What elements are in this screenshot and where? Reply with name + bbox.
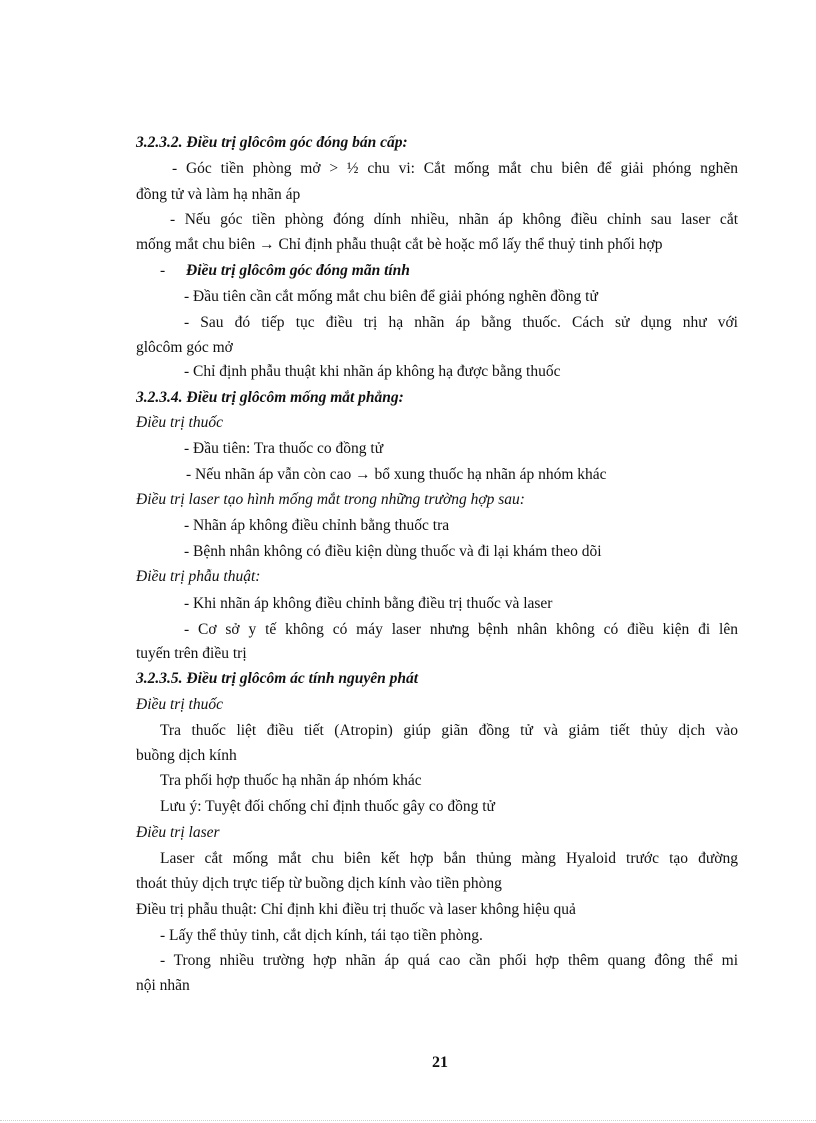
paragraph-line: - Đầu tiên cần cắt mống mắt chu biên để giải phóng nghẽn đồng tử (184, 288, 598, 305)
paragraph-line: - Nếu góc tiền phòng đóng dính nhiều, nhãn áp không điều chỉnh sau laser cắt (170, 211, 738, 228)
subheading-laser-treatment: Điều trị laser (136, 824, 220, 841)
paragraph-line: - Nhãn áp không điều chỉnh bằng thuốc tra (184, 517, 450, 534)
list-dash: - (160, 262, 166, 279)
paragraph-line: thoát thủy dịch trực tiếp từ buồng dịch kính vào tiền phòng (136, 875, 502, 892)
paragraph-line: glôcôm góc mở (136, 339, 233, 356)
section-heading-3-2-3-4: 3.2.3.4. Điều trị glôcôm mống mắt phẳng: (136, 389, 404, 406)
paragraph-line: Laser cắt mống mắt chu biên kết hợp bắn thủng màng Hyaloid trước tạo đường (160, 850, 738, 867)
subheading-drug-treatment: Điều trị thuốc (136, 414, 223, 431)
paragraph-line: Tra thuốc liệt điều tiết (Atropin) giúp giãn đồng tử và giảm tiết thủy dịch vào (160, 722, 738, 739)
paragraph-line: buồng dịch kính (136, 747, 237, 764)
paragraph-line: nội nhãn (136, 977, 190, 994)
paragraph-line: - Cơ sở y tế không có máy laser nhưng bệnh nhân không có điều kiện đi lên (184, 621, 738, 638)
paragraph-line: - Khi nhãn áp không điều chỉnh bằng điều trị thuốc và laser (184, 595, 553, 612)
paragraph-line: mống mắt chu biên → Chỉ định phẫu thuật cắt bè hoặc mổ lấy thể thuỷ tinh phối hợp (136, 236, 663, 253)
paragraph-line: - Nếu nhãn áp vẫn còn cao → bổ xung thuốc hạ nhãn áp nhóm khác (186, 466, 607, 483)
paragraph-line: Lưu ý: Tuyệt đối chống chỉ định thuốc gây co đồng tử (160, 798, 495, 815)
subheading-surgery: Điều trị phẫu thuật: (136, 568, 261, 585)
subheading-chronic-angle-closure: Điều trị glôcôm góc đóng mãn tính (186, 262, 410, 279)
subheading-drug-treatment: Điều trị thuốc (136, 696, 223, 713)
page-number: 21 (432, 1054, 448, 1071)
section-heading-3-2-3-5: 3.2.3.5. Điều trị glôcôm ác tính nguyên phát (136, 670, 419, 687)
paragraph-line: - Bệnh nhân không có điều kiện dùng thuốc và đi lại khám theo dõi (184, 543, 602, 560)
paragraph-line: - Chỉ định phẫu thuật khi nhãn áp không hạ được bằng thuốc (184, 363, 561, 380)
paragraph-line: tuyến trên điều trị (136, 645, 247, 662)
paragraph-line: - Đầu tiên: Tra thuốc co đồng tử (184, 440, 384, 457)
section-heading-3-2-3-2: 3.2.3.2. Điều trị glôcôm góc đóng bán cấp: (136, 134, 408, 151)
paragraph-line: - Lấy thể thủy tinh, cắt dịch kính, tái tạo tiền phòng. (160, 927, 483, 944)
paragraph-line: - Trong nhiều trường hợp nhãn áp quá cao cần phối hợp thêm quang đông thể mi (160, 952, 738, 969)
paragraph-line: đồng tử và làm hạ nhãn áp (136, 186, 301, 203)
paragraph-line: - Góc tiền phòng mở > ½ chu vi: Cắt mống mắt chu biên để giải phóng nghẽn (172, 160, 738, 177)
paragraph-line: Điều trị phẫu thuật: Chỉ định khi điều trị thuốc và laser không hiệu quả (136, 901, 576, 918)
paragraph-line: - Sau đó tiếp tục điều trị hạ nhãn áp bằng thuốc. Cách sử dụng như với (184, 314, 738, 331)
subheading-laser-iridoplasty: Điều trị laser tạo hình mống mắt trong những trường hợp sau: (136, 491, 525, 508)
page-bottom-divider (0, 1120, 816, 1121)
paragraph-line: Tra phối hợp thuốc hạ nhãn áp nhóm khác (160, 772, 422, 789)
